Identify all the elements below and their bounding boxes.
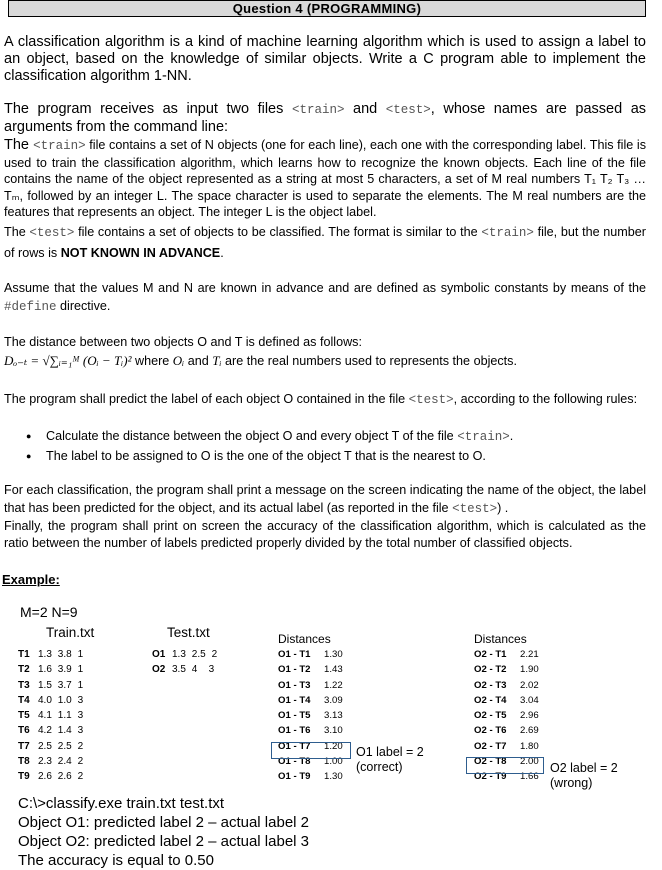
console-line: The accuracy is equal to 0.50 xyxy=(18,852,214,869)
table-row: O1 - T5 3.13 xyxy=(278,710,343,722)
table-row: O1 - T1 1.30 xyxy=(278,649,343,660)
distances-title-1: Distances xyxy=(278,632,331,646)
console-line: Object O2: predicted label 2 – actual label 3 xyxy=(18,833,310,850)
table-row: O1 - T4 3.09 xyxy=(278,694,343,706)
question-title: Question 4 (PROGRAMMING) xyxy=(8,0,646,17)
train-description: The <train> file contains a set of N objects (one for each line), each one with the corresponding label. This file is used to train the classification algorithm, which learns how to recognize the known objects. Each line of the file contains the name of the object represented as a string at most 5 characters, a set of M real numbers T₁ T₂ T₃ … Tₘ, followed by an integer L. The space character is used to separate the elements. The M real numbers are the features that represents an object. The integer L is the object label. xyxy=(4,137,647,219)
table-row: T2 1.6 3.9 1 xyxy=(18,664,84,676)
distance-formula: Dₒ₋ₜ = √∑ᵢ₌₁ᴹ (Oᵢ − Tᵢ)² where Oᵢ and Tᵢ are the real numbers used to represents the objects. xyxy=(4,353,517,368)
table-row: O2 - T6 2.69 xyxy=(474,725,539,737)
distances-title-2: Distances xyxy=(474,632,527,646)
table-row: T8 2.3 2.4 2 xyxy=(18,756,84,768)
table-row: T5 4.1 1.1 3 xyxy=(18,710,84,722)
distances-o1 xyxy=(278,647,343,785)
table-row: O2 - T4 3.04 xyxy=(474,694,539,706)
test-description: The <test> file contains a set of objects to be classified. The format is similar to the <train> file, but the number of rows is NOT KNOWN IN ADVANCE. xyxy=(4,225,647,260)
table-row: T9 2.6 2.6 2 xyxy=(18,771,84,783)
table-row: O1 - T7 1.20 xyxy=(278,740,343,752)
console-line: C:\>classify.exe train.txt test.txt xyxy=(18,795,225,812)
finally-paragraph: Finally, the program shall print on screen the accuracy of the classification algorithm, which is calculated as the ratio between the number of labels predicted properly divided by the total number of classified objects. xyxy=(4,519,646,550)
train-title: Train.txt xyxy=(46,625,95,640)
table-row: O2 - T1 2.21 xyxy=(474,649,539,660)
intro-paragraph: A classification algorithm is a kind of machine learning algorithm which is used to assign a label to an object, based on the knowledge of similar objects. Write a C program able to implement the classification algorithm 1-NN. xyxy=(4,34,646,84)
table-row: T6 4.2 1.4 3 xyxy=(18,725,84,737)
table-row: O2 - T3 2.02 xyxy=(474,679,539,691)
example-heading: Example: xyxy=(2,572,60,587)
table-row: O2 - T2 1.90 xyxy=(474,664,539,676)
table-row: O2 3.5 4 3 xyxy=(152,664,215,676)
mn-values: M=2 N=9 xyxy=(20,604,78,620)
console-output xyxy=(18,794,309,870)
test-table xyxy=(152,647,217,678)
table-row: O1 - T6 3.10 xyxy=(278,725,343,737)
o1-nearest-highlight xyxy=(271,742,351,759)
console-line: Object O1: predicted label 2 – actual label 2 xyxy=(18,814,310,831)
table-row: O1 - T8 1.00 xyxy=(278,756,343,768)
rules-list xyxy=(26,427,646,466)
table-row: T1 1.3 3.8 1 xyxy=(18,649,84,660)
table-row: O2 - T9 1.66 xyxy=(474,771,539,783)
table-row: O1 1.3 2.5 2 xyxy=(152,649,218,660)
table-row: O1 - T9 1.30 xyxy=(278,771,343,783)
table-row: O1 - T3 1.22 xyxy=(278,679,343,691)
assume-paragraph: Assume that the values M and N are known in advance and are defined as symbolic constants by means of the #define directive. xyxy=(4,281,646,314)
predict-paragraph: The program shall predict the label of each object O contained in the file <test>, according to the following rules: xyxy=(4,392,638,407)
o1-note: O1 label = 2 (correct) xyxy=(356,745,424,774)
o2-note: O2 label = 2 (wrong) xyxy=(550,761,618,790)
table-row: T4 4.0 1.0 3 xyxy=(18,694,84,706)
table-row: O2 - T8 2.00 xyxy=(474,756,539,768)
o2-nearest-highlight xyxy=(466,757,544,774)
input-paragraph: The program receives as input two files <train> and <test>, whose names are passed as arguments from the command line: xyxy=(4,101,647,135)
print-paragraph: For each classification, the program shall print a message on the screen indicating the name of the object, the label that has been predicted for the object, and its actual label (as reported in the file <test>) . xyxy=(4,483,646,516)
list-item: ● Calculate the distance between the object O and every object T of the file <train>. xyxy=(26,427,646,447)
distance-intro: The distance between two objects O and T is defined as follows: xyxy=(4,335,362,349)
train-table xyxy=(18,647,83,785)
table-row: O1 - T2 1.43 xyxy=(278,664,343,676)
test-title: Test.txt xyxy=(167,625,210,640)
table-row: O2 - T7 1.80 xyxy=(474,740,539,752)
table-row: O2 - T5 2.96 xyxy=(474,710,539,722)
table-row: T7 2.5 2.5 2 xyxy=(18,740,84,752)
table-row: T3 1.5 3.7 1 xyxy=(18,679,84,691)
list-item: ● The label to be assigned to O is the one of the object T that is the nearest to O. xyxy=(26,447,646,466)
